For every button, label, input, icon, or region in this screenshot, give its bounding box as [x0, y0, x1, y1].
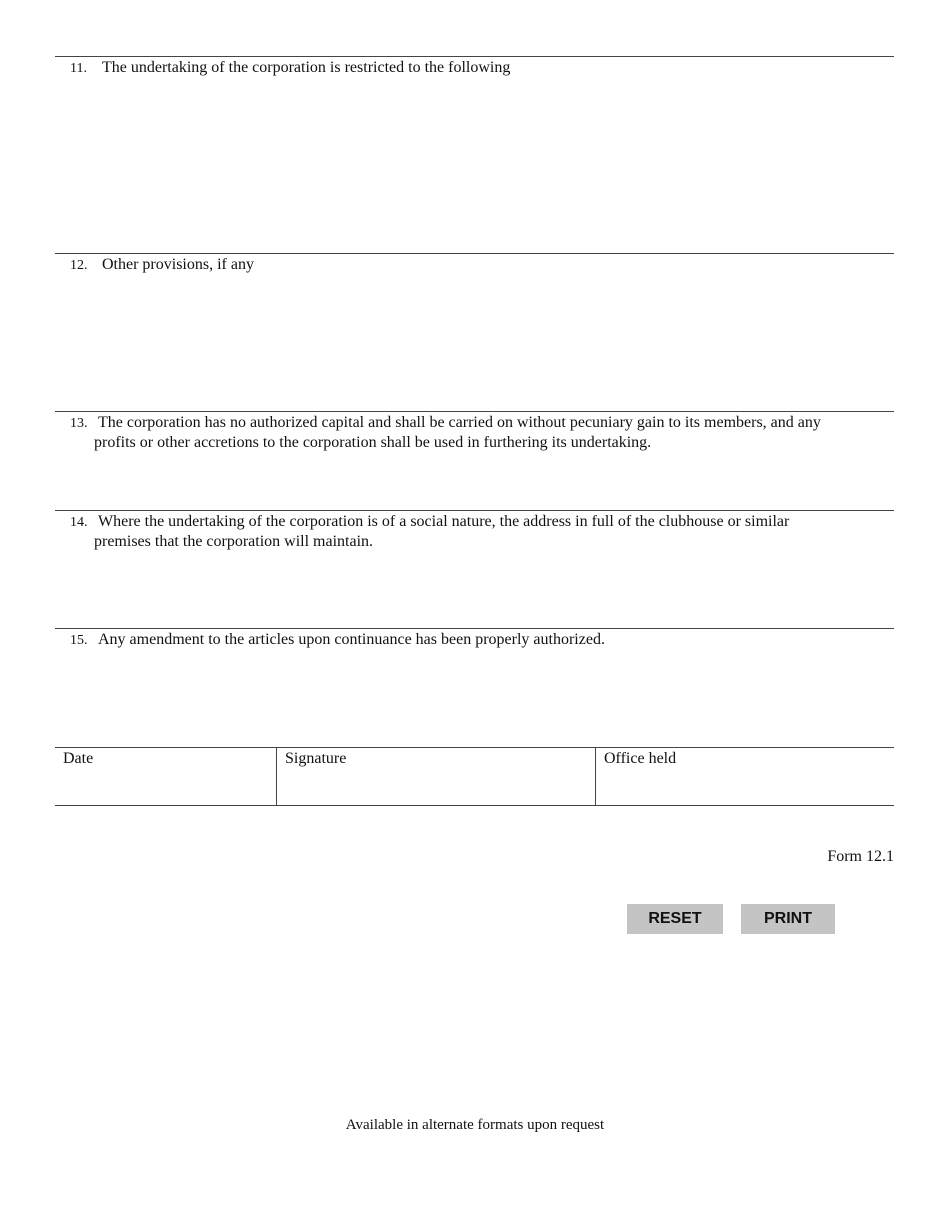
section-11-answer-area[interactable]	[55, 80, 894, 250]
section-12-divider	[55, 253, 894, 254]
office-held-field[interactable]	[595, 748, 894, 806]
section-14-divider	[55, 510, 894, 511]
section-12-answer-area[interactable]	[55, 277, 894, 407]
section-13	[70, 413, 880, 452]
section-12-number: 12.	[70, 258, 88, 273]
section-13-text: The corporation has no authorized capital and shall be carried on without pecuniary gain to its members, and any	[98, 414, 821, 431]
reset-button[interactable]: RESET	[627, 904, 723, 934]
section-15	[70, 630, 880, 650]
form-number: Form 12.1	[827, 848, 894, 865]
alternate-formats-note: Available in alternate formats upon request	[345, 1117, 605, 1133]
date-label: Date	[63, 750, 94, 767]
section-13-number: 13.	[70, 416, 88, 431]
section-11-number: 11.	[70, 61, 87, 76]
section-12-text: Other provisions, if any	[102, 256, 254, 273]
section-15-divider	[55, 628, 894, 629]
signature-field[interactable]	[276, 748, 595, 806]
section-14-text: Where the undertaking of the corporation is of a social nature, the address in full of the clubhouse or similar	[98, 513, 790, 530]
section-12	[70, 255, 880, 275]
signature-block	[55, 747, 894, 806]
print-button[interactable]: PRINT	[741, 904, 835, 934]
section-15-text: Any amendment to the articles upon continuance has been properly authorized.	[98, 631, 605, 648]
section-13-continuation: profits or other accretions to the corporation shall be used in furthering its undertaking.	[94, 434, 652, 451]
section-13-divider	[55, 411, 894, 412]
office-held-label: Office held	[604, 750, 677, 767]
date-field[interactable]	[55, 748, 276, 806]
section-14-continuation: premises that the corporation will maintain.	[94, 533, 374, 550]
section-11-divider	[55, 56, 894, 57]
section-11	[70, 58, 880, 78]
section-15-number: 15.	[70, 633, 88, 648]
section-14-answer-area[interactable]	[55, 553, 894, 623]
section-11-text: The undertaking of the corporation is restricted to the following	[102, 59, 511, 76]
section-14	[70, 512, 880, 551]
section-14-number: 14.	[70, 515, 88, 530]
signature-label: Signature	[285, 750, 347, 767]
